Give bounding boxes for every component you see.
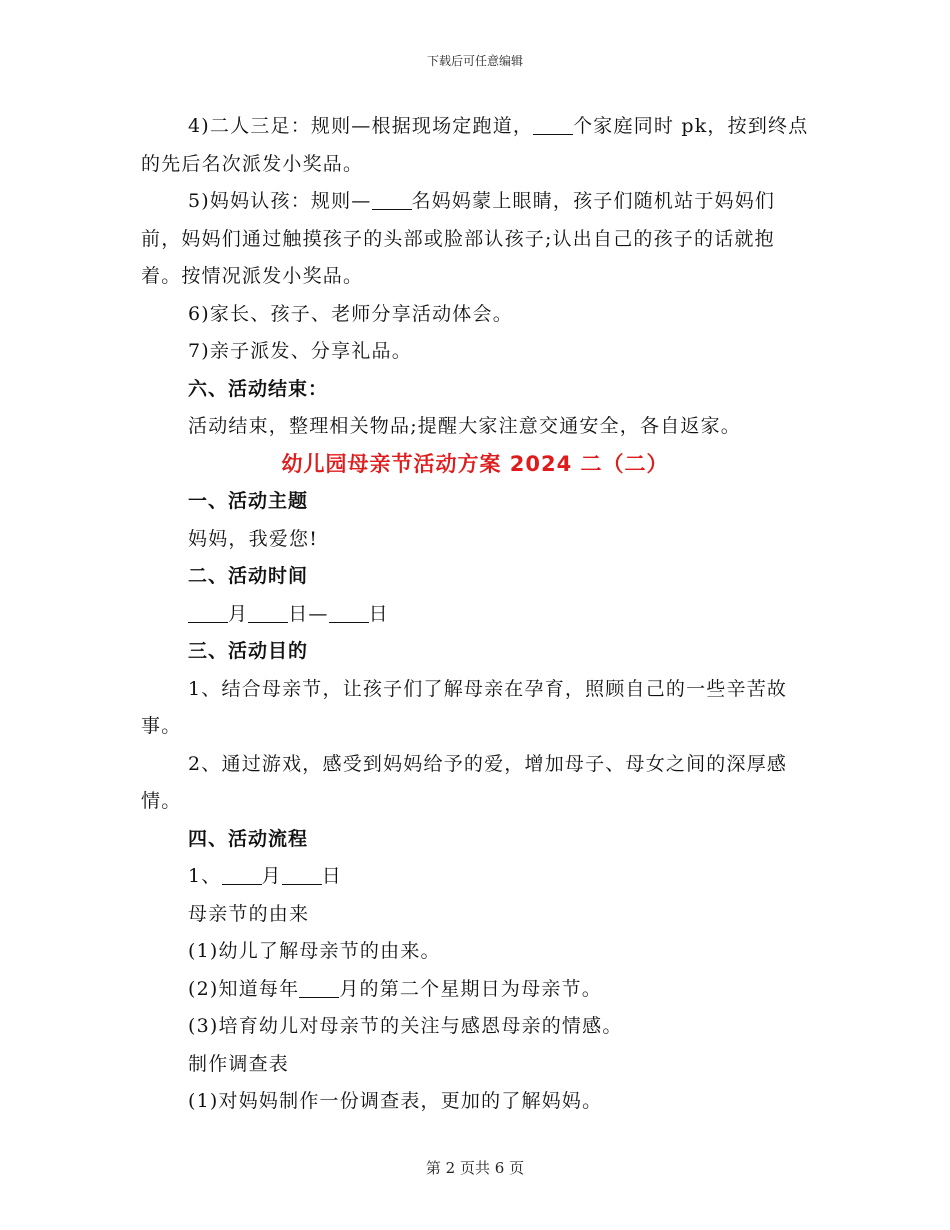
rule-recognize-child: 5)妈妈认孩：规则— 名妈妈蒙上眼睛，孩子们随机站于妈妈们前，妈妈们通过触摸孩子的头部或脸部认孩子;认出自己的孩子的话就抱着。按情况派发小奖品。 <box>141 190 776 287</box>
document-body <box>141 108 809 1121</box>
subheading-origin: 母亲节的由来 <box>188 902 310 925</box>
heading-theme: 一、活动主题 <box>188 490 309 512</box>
survey-item-1: (1)对妈妈制作一份调查表，更加的了解妈妈。 <box>188 1090 603 1112</box>
item-share-gifts: 7)亲子派发、分享礼品。 <box>188 340 412 362</box>
blank-line <box>299 977 339 998</box>
time-text: 月 日— 日 <box>141 596 809 634</box>
process-date: 1、 月 日 <box>188 865 342 887</box>
blank-line <box>329 602 369 623</box>
blank-line <box>188 602 228 623</box>
origin-item-3: (3)培育幼儿对母亲节的关注与感恩母亲的情感。 <box>188 1015 623 1037</box>
item-share-experience: 6)家长、孩子、老师分享活动体会。 <box>188 302 513 325</box>
subheading-survey: 制作调查表 <box>188 1052 290 1075</box>
purpose-item-1: 1、结合母亲节，让孩子们了解母亲在孕育，照顾自己的一些辛苦故事。 <box>141 677 788 737</box>
origin-item-1: (1)幼儿了解母亲节的由来。 <box>188 940 441 962</box>
page-footer: 第 2 页共 6 页 <box>425 1159 525 1177</box>
heading-time: 二、活动时间 <box>188 565 309 587</box>
blank-line <box>282 864 322 885</box>
purpose-item-2: 2、通过游戏，感受到妈妈给予的爱，增加母子、母女之间的深厚感情。 <box>141 752 788 812</box>
activity-end-text: 活动结束，整理相关物品;提醒大家注意交通安全，各自返家。 <box>188 415 742 437</box>
blank-line <box>372 189 412 210</box>
section-title: 幼儿园母亲节活动方案 2024 二（二） <box>281 451 669 476</box>
heading-purpose: 三、活动目的 <box>188 640 309 662</box>
heading-activity-end: 六、活动结束： <box>188 377 329 400</box>
blank-line <box>222 864 262 885</box>
blank-line <box>533 114 573 135</box>
rule-three-legged: 4)二人三足：规则—根据现场定跑道， 个家庭同时 pk，按到终点的先后名次派发小奖品。 <box>141 115 809 175</box>
blank-line <box>248 602 288 623</box>
page-header: 下载后可任意编辑 <box>426 54 523 68</box>
origin-item-2: (2)知道每年 月的第二个星期日为母亲节。 <box>188 977 602 1000</box>
heading-process: 四、活动流程 <box>188 827 309 850</box>
theme-text: 妈妈，我爱您! <box>188 527 319 550</box>
